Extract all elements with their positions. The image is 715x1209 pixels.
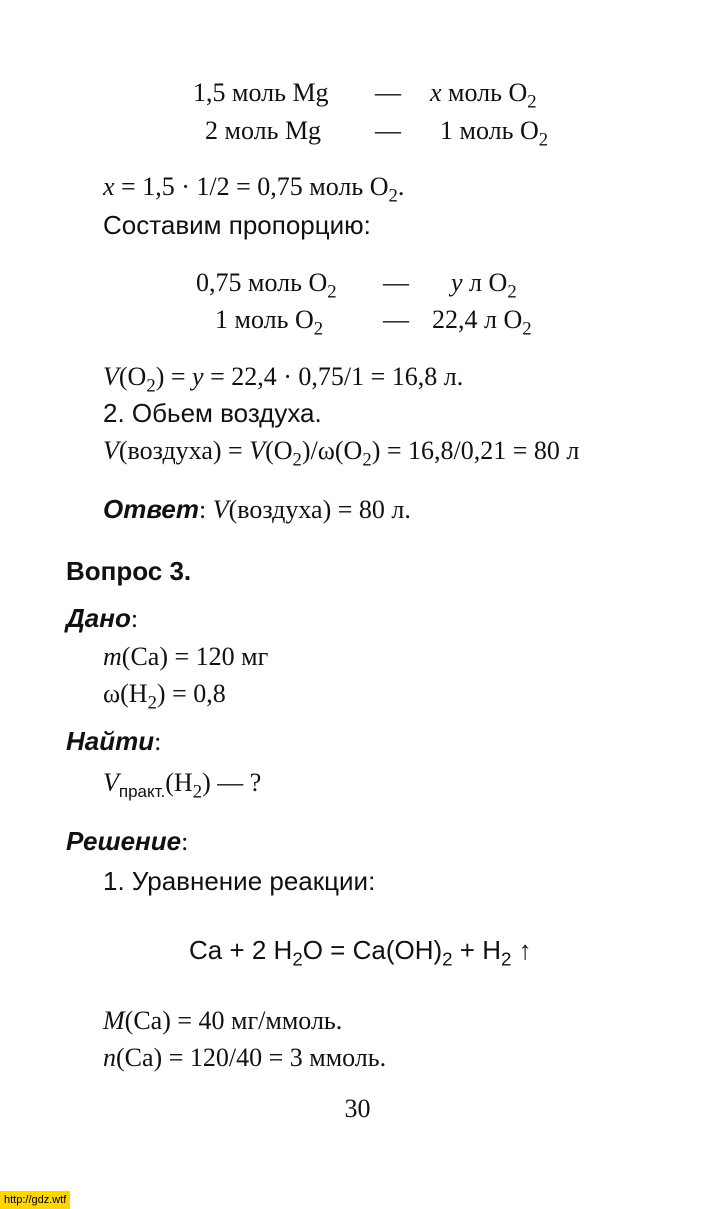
calc-x <box>103 172 405 207</box>
find-colon: : <box>154 727 162 756</box>
proportion2-row2-left <box>215 305 371 340</box>
proportion1-row2 <box>205 116 549 151</box>
molar-mass <box>103 1006 342 1036</box>
solution-step1: 1. Уравнение реакции: <box>103 866 376 896</box>
watermark-link[interactable]: http://gdz.wtf <box>0 1191 70 1209</box>
proportion1-row1-dash: — <box>375 78 401 107</box>
find-end: ) — ? <box>202 768 262 797</box>
proportion1-row2-sub: 2 <box>538 129 549 151</box>
proportion2-row2 <box>215 305 532 340</box>
equation-p3: + H <box>452 935 501 965</box>
amount-n: n <box>103 1043 116 1072</box>
calc-x-sub: 2 <box>388 185 398 207</box>
proportion1-row1 <box>193 78 537 113</box>
amount-text: (Ca) = 120/40 = 3 ммоль. <box>116 1043 387 1072</box>
find-sub: 2 <box>192 781 203 803</box>
proportion2-row1-var: y <box>451 268 463 297</box>
given-colon: : <box>130 604 139 633</box>
solution-heading <box>66 826 188 857</box>
answer-text: (воздуха) = 80 л. <box>228 495 411 524</box>
find-line <box>103 768 262 803</box>
find-v-sub: практ. <box>118 781 166 801</box>
air-volume-p2: (O <box>265 436 293 465</box>
proportion1-row1-sub: 2 <box>527 91 537 113</box>
given-heading <box>66 603 138 634</box>
air-volume-s2: 2 <box>362 449 372 471</box>
given-line2-pre: ω(H <box>103 679 148 708</box>
proportion2-row1-right: л O <box>462 268 508 297</box>
given-line1-text: (Ca) = 120 мг <box>121 642 269 671</box>
molar-mass-m: M <box>103 1006 125 1035</box>
reaction-equation <box>189 935 532 970</box>
volume-o2-p1: (O <box>118 362 147 391</box>
proportion1-row1-var: x <box>430 78 442 107</box>
solution-label: Решение <box>66 826 182 856</box>
proportion2-row1-left-sub: 2 <box>327 281 337 303</box>
find-heading <box>66 726 161 757</box>
given-line2-text: ) = 0,8 <box>156 679 226 708</box>
calc-x-end: . <box>397 172 405 201</box>
proportion2-row2-left-text: 1 моль O <box>215 305 314 334</box>
proportion2-row2-right-sub: 2 <box>522 318 532 340</box>
air-volume-v1: V <box>103 436 119 465</box>
proportion2-row1-dash: — <box>383 268 409 297</box>
proportion2-row2-right: 22,4 л O <box>432 305 523 334</box>
find-v: V <box>103 768 119 797</box>
given-label: Дано <box>66 603 131 633</box>
given-line2 <box>103 679 226 714</box>
given-line2-sub: 2 <box>147 692 157 714</box>
proportion2-row2-left-sub: 2 <box>313 318 324 340</box>
answer-colon: : <box>198 495 213 524</box>
volume-o2-p2: ) = <box>155 362 193 391</box>
calc-x-text: = 1,5 · 1/2 = 0,75 моль O <box>114 172 389 201</box>
equation-s1: 2 <box>292 948 303 970</box>
proportion2-row1-left-text: 0,75 моль O <box>196 268 328 297</box>
proportion1-row1-right: моль O <box>441 78 528 107</box>
air-volume-v2: V <box>249 436 266 465</box>
volume-o2-y: y <box>192 362 204 391</box>
calc-x-var: x <box>103 172 115 201</box>
equation-p2: O = Ca(OH) <box>302 935 443 965</box>
proportion2-row1-right-sub: 2 <box>507 281 517 303</box>
proportion1-row2-dash: — <box>375 116 401 145</box>
volume-o2-p3: = 22,4 · 0,75/1 = 16,8 л. <box>203 362 464 391</box>
proportion2-row1-left <box>196 268 371 303</box>
make-proportion: Составим пропорцию: <box>103 210 371 240</box>
volume-o2-v: V <box>103 362 119 391</box>
proportion1-row2-left: 2 моль Mg <box>205 116 322 145</box>
step2: 2. Обьем воздуха. <box>103 398 322 428</box>
question-title: Вопрос 3. <box>66 556 192 586</box>
given-line1 <box>103 642 268 672</box>
air-volume-s1: 2 <box>292 449 302 471</box>
answer-v: V <box>212 495 229 524</box>
air-volume <box>103 436 580 471</box>
equation-s2: 2 <box>442 948 453 970</box>
proportion1-row2-right: 1 моль O <box>440 116 539 145</box>
answer <box>103 494 411 525</box>
proportion1-row1-left: 1,5 моль Mg <box>193 78 329 107</box>
given-line1-m: m <box>103 642 122 671</box>
equation-s3: 2 <box>500 948 512 970</box>
proportion2-row2-dash: — <box>383 305 409 334</box>
solution-colon: : <box>181 827 189 856</box>
air-volume-p4: ) = 16,8/0,21 = 80 л <box>371 436 580 465</box>
answer-label: Ответ <box>103 494 199 524</box>
air-volume-p3: )/ω(O <box>301 436 363 465</box>
air-volume-p1: (воздуха) = <box>118 436 250 465</box>
molar-mass-text: (Ca) = 40 мг/ммоль. <box>124 1006 343 1035</box>
equation-arrow-icon: ↑ <box>511 935 532 965</box>
find-text: (H <box>165 768 193 797</box>
find-label: Найти <box>66 726 155 756</box>
equation-p1: Ca + 2 H <box>189 935 293 965</box>
volume-o2-sub: 2 <box>146 375 156 397</box>
volume-o2 <box>103 362 464 397</box>
page-number: 30 <box>344 1094 371 1123</box>
proportion2-row1 <box>196 268 517 303</box>
amount <box>103 1043 386 1073</box>
